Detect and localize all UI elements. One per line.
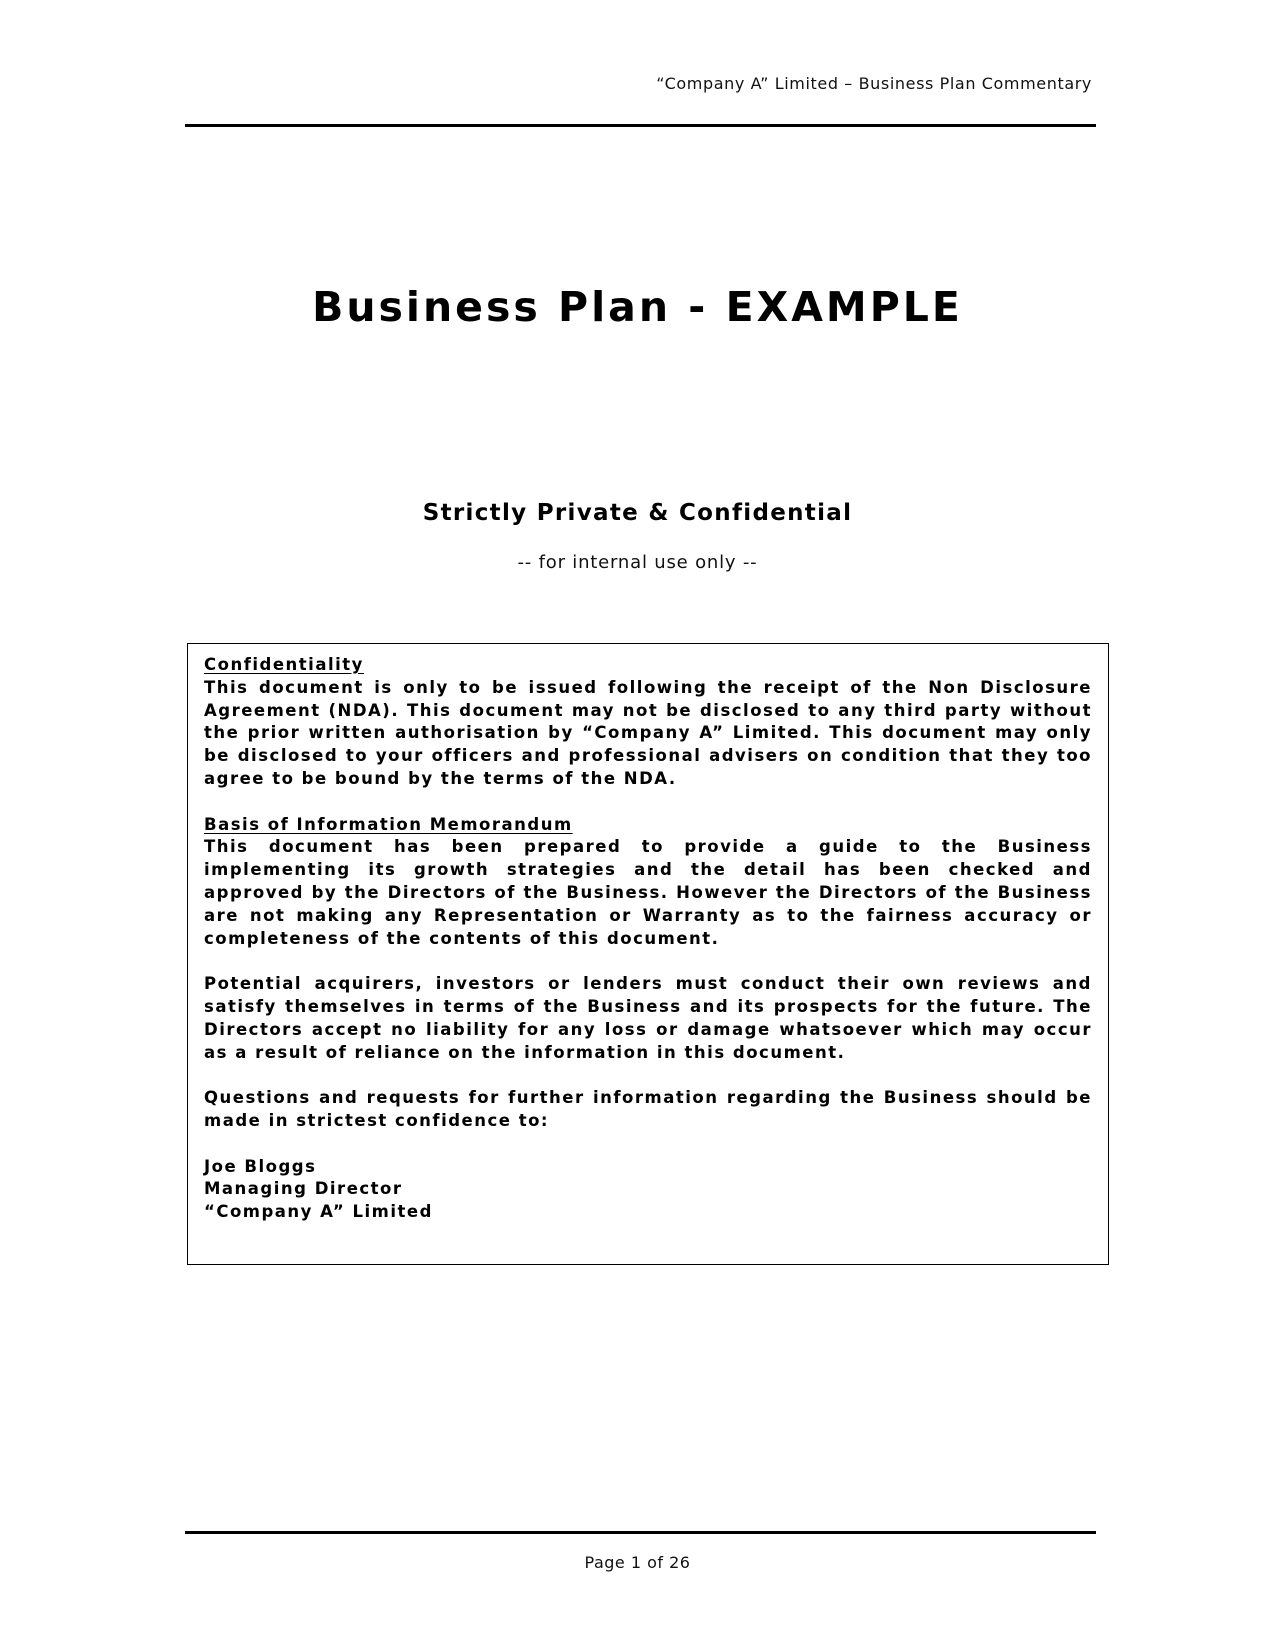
- header-rule: [185, 124, 1096, 127]
- internal-use-tagline: -- for internal use only --: [517, 552, 758, 573]
- notice-content: [204, 654, 1092, 1224]
- contact-role: Managing Director: [204, 1179, 403, 1199]
- confidentiality-heading: Confidentiality: [204, 655, 364, 674]
- confidentiality-notice-box: [187, 643, 1109, 1265]
- page-number: Page 1 of 26: [584, 1553, 691, 1572]
- basis-of-information-heading: Basis of Information Memorandum: [204, 814, 573, 834]
- spacer: [204, 950, 1092, 973]
- running-header: “Company A” Limited – Business Plan Commentary: [656, 74, 1092, 93]
- liability-paragraph: Potential acquirers, investors or lenders must conduct their own reviews and satisfy themselves in terms of the Business and its prospects for the future. The Directors accept no liability for any loss or damage whatsoever which may occur as a result of reliance on the information in this document.: [204, 974, 1092, 1062]
- spacer: [204, 1064, 1092, 1087]
- questions-paragraph: Questions and requests for further information regarding the Business should be made in strictest confidence to:: [204, 1088, 1092, 1130]
- footer-rule: [185, 1531, 1096, 1534]
- confidentiality-subtitle: Strictly Private & Confidential: [422, 500, 853, 526]
- confidentiality-body: This document is only to be issued following the receipt of the Non Disclosure Agreement (NDA). This document may not be disclosed to any third party without the prior written authorisation by “Company A” Limited. This document may only be disclosed to your officers and professional advisers on condition that they too agree to be bound by the terms of the NDA.: [204, 677, 1092, 788]
- spacer: [204, 791, 1092, 814]
- spacer: [204, 1133, 1092, 1156]
- basis-of-information-body: This document has been prepared to provide a guide to the Business implementing its growth strategies and the detail has been checked and approved by the Directors of the Business. However the Directors of the Business are not making any Representation or Warranty as to the fairness accuracy or completeness of the contents of this document.: [204, 837, 1092, 948]
- contact-name: Joe Bloggs: [204, 1156, 317, 1176]
- document-title: Business Plan - EXAMPLE: [312, 283, 963, 331]
- contact-company: “Company A” Limited: [204, 1202, 433, 1222]
